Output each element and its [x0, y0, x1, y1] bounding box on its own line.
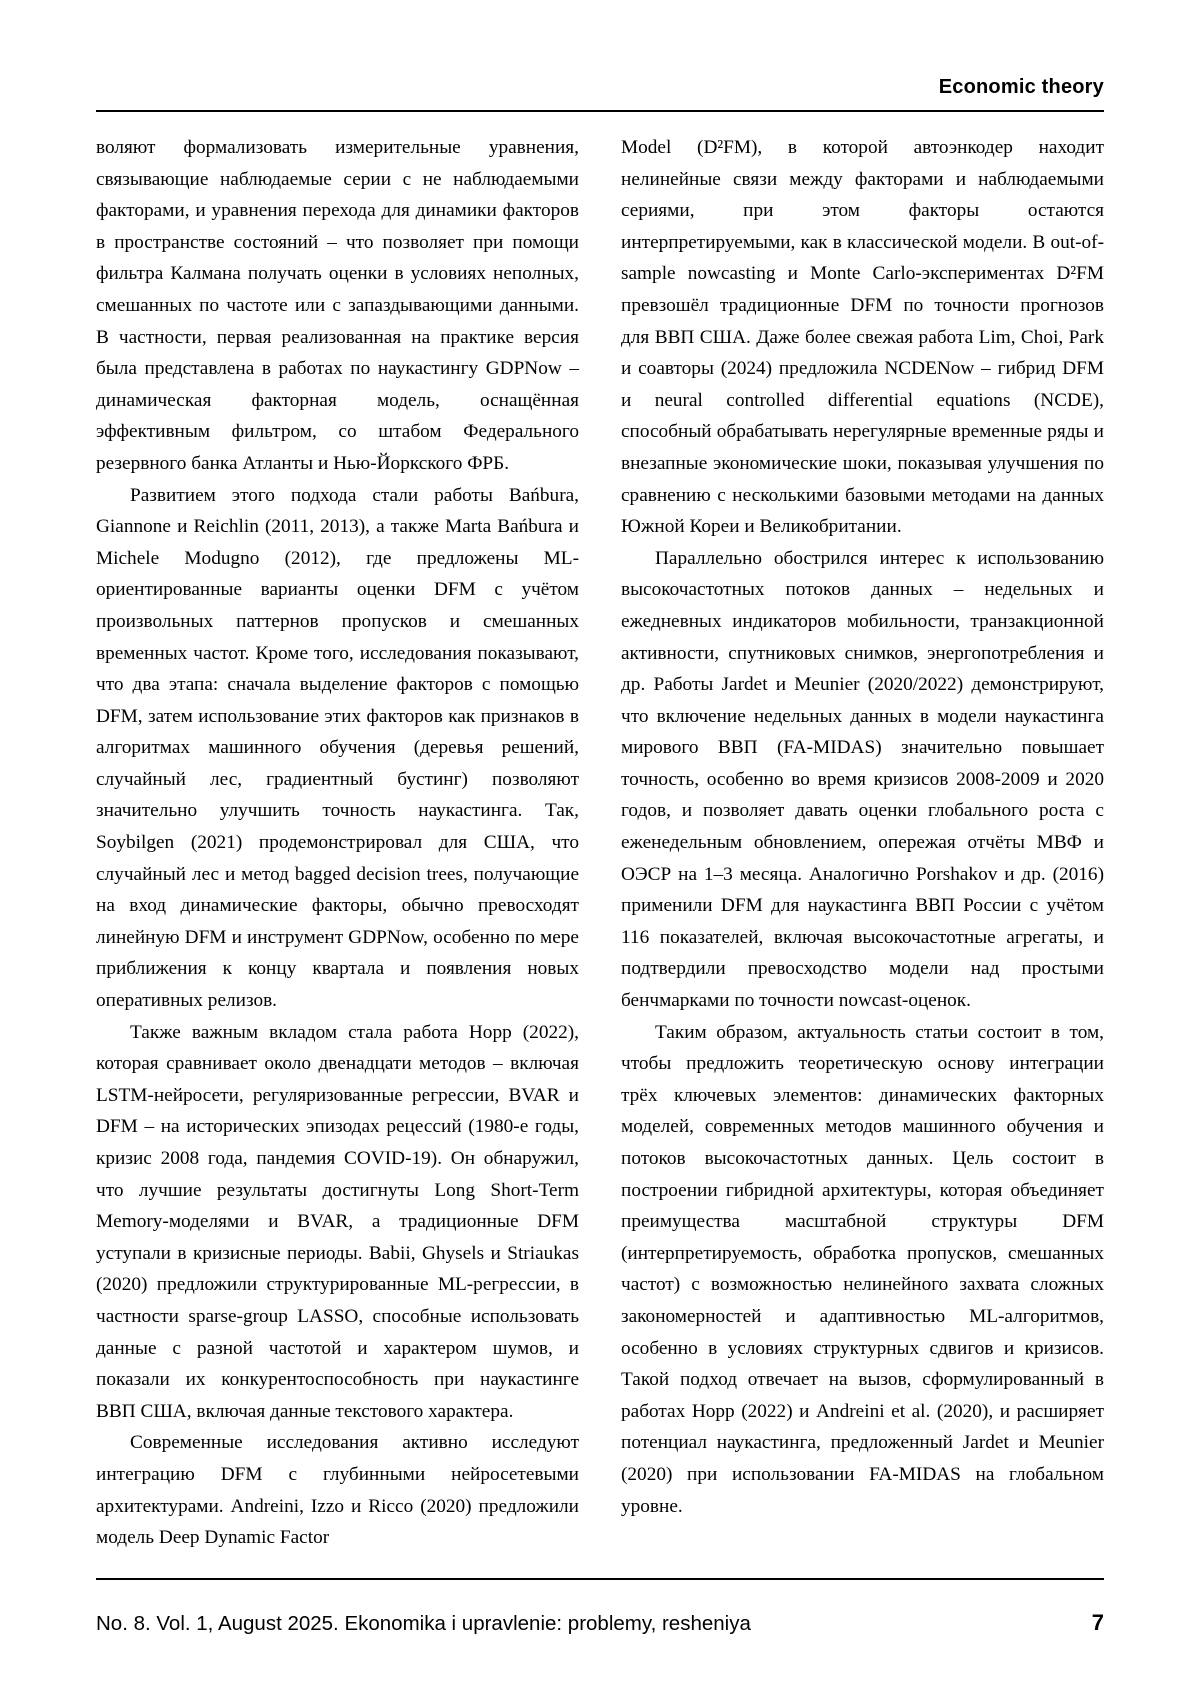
paragraph: Развитием этого подхода стали работы Bańbura, Giannone и Reichlin (2011, 2013), а также Marta Bańbura и Michele Modugno (2012), где предложены ML-ориентированные варианты оценки DFM с учётом произвольных паттернов пропусков и смешанных временных частот. Кроме того, исследования показывают, что два этапа: сначала выделение факторов с помощью DFM, затем использование этих факторов как признаков в алгоритмах машинного обучения (деревья решений, случайный лес, градиентный бустинг) позволяют значительно улучшить точность наукастинга. Так, Soybilgen (2021) продемонстрировал для США, что случайный лес и метод bagged decision trees, получающие на вход динамические факторы, обычно превосходят линейную DFM и инструмент GDPNow, особенно по мере приближения к концу квартала и появления новых оперативных релизов. — [96, 484, 579, 1012]
left-column — [96, 132, 579, 1554]
page-header — [96, 76, 1104, 99]
footer-divider — [96, 1578, 1104, 1580]
paragraph: Таким образом, актуальность статьи состоит в том, чтобы предложить теоретическую основу интеграции трёх ключевых элементов: динамических факторных моделей, современных методов машинного обучения и потоков высокочастотных данных. Цель состоит в построении гибридной архитектуры, которая объединяет преимущества масштабной структуры DFM (интерпретируемость, обработка пропусков, смешанных частот) с возможностью нелинейного захвата сложных закономерностей и адаптивностью ML-алгоритмов, особенно в условиях структурных сдвигов и кризисов. Такой подход отвечает на вызов, сформулированный в работах Hopp (2022) и Andreini et al. (2020), и расширяет потенциал наукастинга, предложенный Jardet и Meunier (2020) при использовании FA-MIDAS на глобальном уровне. — [621, 1021, 1104, 1517]
section-title: Economic theory — [938, 76, 1104, 98]
paragraph: воляют формализовать измерительные уравнения, связывающие наблюдаемые серии с не наблюдаемыми факторами, и уравнения перехода для динамики факторов в пространстве состояний – что позволяет при помощи фильтра Калмана получать оценки в условиях неполных, смешанных по частоте или с запаздывающими данными. В частности, первая реализованная на практике версия была представлена в работах по наукастингу GDPNow – динамическая факторная модель, оснащённая эффективным фильтром, со штабом Федерального резервного банка Атланты и Нью-Йоркского ФРБ. — [96, 137, 579, 474]
page-footer — [96, 1610, 1104, 1636]
paragraph: Современные исследования активно исследуют интеграцию DFM с глубинными нейросетевыми архитектурами. Andreini, Izzo и Ricco (2020) предложили модель Deep Dynamic Factor — [96, 1432, 579, 1549]
footer-citation: No. 8. Vol. 1, August 2025. Ekonomika i upravlenie: problemy, resheniya — [96, 1612, 751, 1635]
page-number: 7 — [1091, 1610, 1104, 1635]
header-divider — [96, 110, 1104, 112]
right-column — [621, 132, 1104, 1554]
paragraph: Параллельно обострился интерес к использованию высокочастотных потоков данных – недельных и ежедневных индикаторов мобильности, транзакционной активности, спутниковых снимков, энергопотребления и др. Работы Jardet и Meunier (2020/2022) демонстрируют, что включение недельных данных в модели наукастинга мирового ВВП (FA-MIDAS) значительно повышает точность, особенно во время кризисов 2008-2009 и 2020 годов, и позволяет давать оценки глобального роста с еженедельным обновлением, опережая отчёты МВФ и ОЭСР на 1–3 месяца. Аналогично Porshakov и др. (2016) применили DFM для наукастинга ВВП России с учётом 116 показателей, включая высокочастотные агрегаты, и подтвердили превосходство модели над простыми бенчмарками по точности nowcast-оценок. — [621, 547, 1104, 1012]
paragraph: Также важным вкладом стала работа Hopp (2022), которая сравнивает около двенадцати методов – включая LSTM-нейросети, регуляризованные регрессии, BVAR и DFM – на исторических эпизодах рецессий (1980-е годы, кризис 2008 года, пандемия COVID-19). Он обнаружил, что лучшие результаты достигнуты Long Short-Term Memory-моделями и BVAR, а традиционные DFM уступали в кризисные периоды. Babii, Ghysels и Striaukas (2020) предложили структурированные ML-регрессии, в частности sparse-group LASSO, способные использовать данные с разной частотой и характером шумов, и показали их конкурентоспособность при наукастинге ВВП США, включая данные текстового характера. — [96, 1021, 579, 1422]
text-columns — [96, 132, 1104, 1554]
paragraph: Model (D²FM), в которой автоэнкодер находит нелинейные связи между факторами и наблюдаемыми сериями, при этом факторы остаются интерпретируемыми, как в классической модели. В out-of-sample nowcasting и Monte Carlo-экспериментах D²FM превзошёл традиционные DFM по точности прогнозов для ВВП США. Даже более свежая работа Lim, Choi, Park и соавторы (2024) предложила NCDENow – гибрид DFM и neural controlled differential equations (NCDE), способный обрабатывать нерегулярные временные ряды и внезапные экономические шоки, показывая улучшения по сравнению с несколькими базовыми методами на данных Южной Кореи и Великобритании. — [621, 137, 1104, 538]
